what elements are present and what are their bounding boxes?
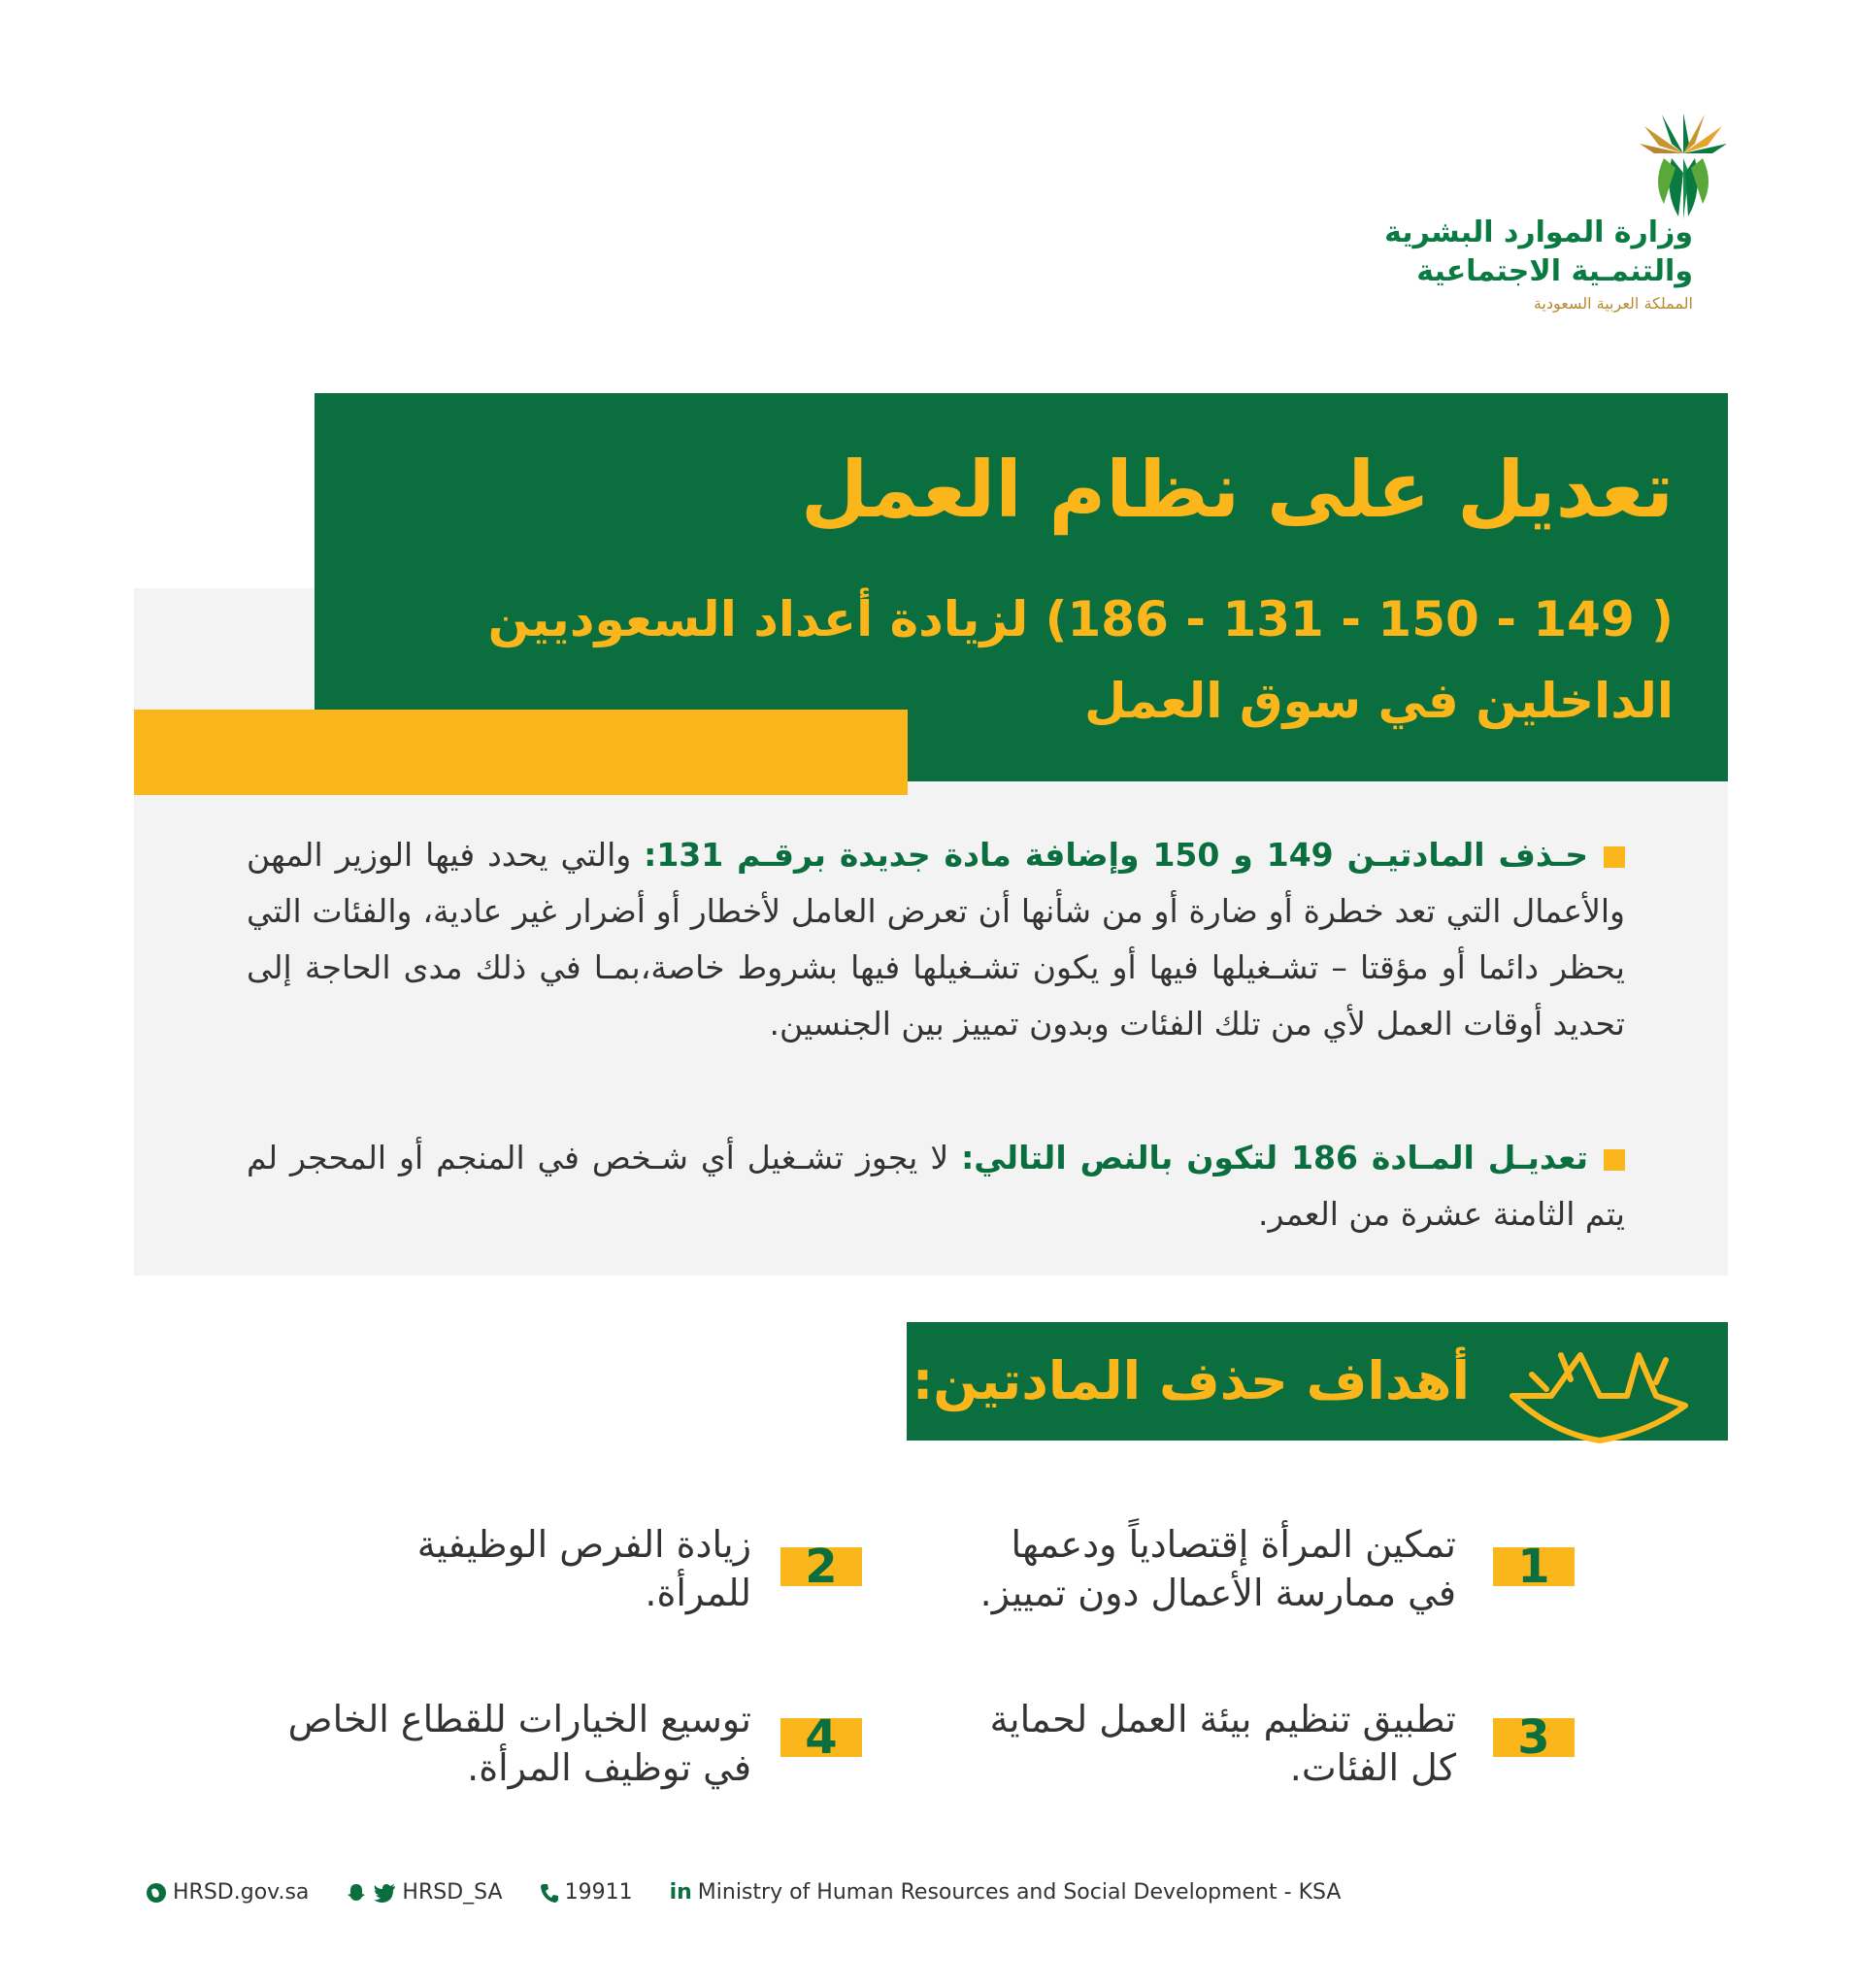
goal-text-2: زيادة الفرص الوظيفية للمرأة. <box>416 1523 751 1614</box>
phone-icon <box>540 1882 559 1904</box>
globe-icon <box>146 1882 167 1904</box>
amendment-paragraph-2 <box>247 1130 1625 1242</box>
goal-number-2: 2 <box>780 1547 862 1586</box>
linkedin-icon: in <box>669 1880 692 1905</box>
paragraph-body: والتي يحدد فيها الوزير المهن والأعمال التي تعد خطرة أو ضارة أو من شأنها أن تعرض العامل لأخطار أو أضرار غير عادية، والفئات التي يحظر دائما أو مؤقتا – تشـغيلها فيها أو يكون تشـغيلها فيها بشروط خاصة،بمـا في ذلك مدى الحاجة إلى تحديد أوقات العمل لأي من تلك الفئات وبدون تمييز بين الجنسين. <box>247 836 1625 1043</box>
amendment-paragraph-1 <box>247 827 1625 1052</box>
goal-text-4: توسيع الخيارات للقطاع الخاص في توظيف المرأة. <box>287 1698 751 1789</box>
goal-number-3: 3 <box>1493 1718 1575 1757</box>
footer-linkedin[interactable] <box>670 1877 1342 1908</box>
country-name: المملكة العربية السعودية <box>1533 294 1693 313</box>
goals-title: أهداف حذف المادتين: <box>912 1350 1470 1411</box>
website-label: HRSD.gov.sa <box>173 1880 310 1905</box>
goal-text-1: تمكين المرأة إقتصادياً ودعمها في ممارسة الأعمال دون تمييز. <box>979 1523 1456 1614</box>
page-title: تعديل على نظام العمل <box>801 445 1674 535</box>
ministry-name-line2: والتنمـية الاجتماعية <box>1416 254 1693 288</box>
ministry-logo-icon <box>1635 115 1732 221</box>
footer-phone[interactable] <box>540 1877 633 1908</box>
ministry-name <box>1384 214 1693 316</box>
footer-social[interactable] <box>346 1877 502 1908</box>
paragraph-lead: تعديـل المـادة 186 لتكون بالنص التالي: <box>961 1139 1588 1176</box>
hands-up-icon <box>1503 1336 1697 1444</box>
goal-number-1: 1 <box>1493 1547 1575 1586</box>
linkedin-label: Ministry of Human Resources and Social Development - KSA <box>697 1880 1342 1905</box>
goal-text-3: تطبيق تنظيم بيئة العمل لحماية كل الفئات. <box>989 1698 1456 1789</box>
paragraph-lead: حـذف المادتيـن 149 و 150 وإضافة مادة جديدة برقـم 131: <box>644 836 1588 874</box>
page-subtitle: ( 149 - 150 - 131 - 186) لزيادة أعداد السعوديين الداخلين في سوق العمل <box>487 591 1674 729</box>
snapchat-icon <box>346 1882 367 1904</box>
phone-number: 19911 <box>564 1880 633 1905</box>
footer-website[interactable] <box>146 1877 309 1908</box>
bullet-square-icon <box>1604 846 1625 868</box>
footer <box>146 1877 1377 1908</box>
bullet-square-icon <box>1604 1149 1625 1171</box>
paragraph-body: لا يجوز تشـغيل أي شـخص في المنجم أو المحجر لم يتم الثامنة عشرة من العمر. <box>247 1139 1625 1233</box>
ministry-name-line1: وزارة الموارد البشرية <box>1384 215 1693 249</box>
goal-number-4: 4 <box>780 1718 862 1757</box>
social-handle: HRSD_SA <box>402 1880 503 1905</box>
twitter-icon <box>373 1882 396 1904</box>
